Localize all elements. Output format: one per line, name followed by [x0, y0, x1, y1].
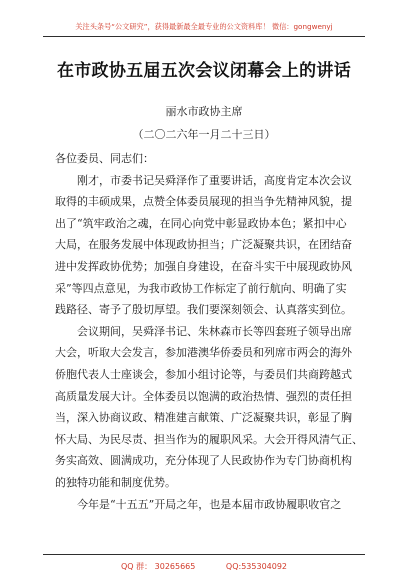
body-line: 高质量发展大计。全体委员以饱满的政治热情、强烈的责任担 — [55, 389, 352, 403]
body-line: 今年是“十五五”开局之年，也是本届市政协履职收官之 — [55, 497, 342, 511]
document-body — [55, 148, 365, 515]
body-line: 出了“筑牢政治之魂，在同心向党中彰显政协本色；紧扣中心 — [55, 216, 347, 230]
footer-qq-number: QQ:535304092 — [225, 562, 288, 571]
document-author: 丽水市政协主席 — [165, 105, 243, 118]
body-line: 践路径、寄予了殷切厚望。我们要深刻领会、认真落实到位。 — [55, 303, 352, 317]
document-title: 在市政协五届五次会议闭幕会上的讲话 — [56, 61, 352, 81]
body-line: 会议期间，吴舜泽书记、朱林森市长等四套班子领导出席 — [55, 324, 352, 338]
header-divider — [43, 36, 365, 37]
body-line: 大会，听取大会发言，参加港澳华侨委员和列席市两会的海外 — [55, 346, 352, 360]
header-banner: 关注头条号“公文研究”，获得最新最全最专业的公文资料库！ 微信：gongwenyj — [75, 22, 333, 31]
body-line: 当，深入协商议政、精准建言献策、广泛凝聚共识，彰显了胸 — [55, 411, 352, 425]
body-line: 刚才，市委书记吴舜泽作了重要讲话，高度肯定本次会议 — [55, 173, 352, 187]
body-line: 的独特功能和制度优势。 — [55, 475, 176, 489]
body-line: 怀大局、为民尽责、担当作为的履职风采。大会开得风清气正、 — [55, 432, 363, 446]
body-line: 取得的丰硕成果，点赞全体委员展现的担当争先精神风貌，提 — [55, 195, 352, 209]
body-line: 大局，在服务发展中体现政协担当；广泛凝聚共识，在团结奋 — [55, 238, 352, 252]
footer-contact — [0, 561, 408, 572]
body-line: 务实高效、圆满成功，充分体现了人民政协作为专门协商机构 — [55, 454, 352, 468]
document-date: （二〇二六年一月二十三日） — [132, 128, 276, 141]
footer-qq-group: QQ 群： 30265665 — [120, 562, 196, 571]
salutation: 各位委员、同志们： — [55, 152, 154, 165]
footer-divider — [43, 554, 365, 555]
body-line: 侨胞代表人士座谈会，参加小组讨论等，与委员们共商跨越式 — [55, 367, 352, 381]
body-line: 采”等四点意见，为我市政协工作标定了前行航向、明确了实 — [55, 281, 347, 295]
body-line: 进中发挥政协优势；加强自身建设，在奋斗实干中展现政协风 — [55, 259, 352, 273]
